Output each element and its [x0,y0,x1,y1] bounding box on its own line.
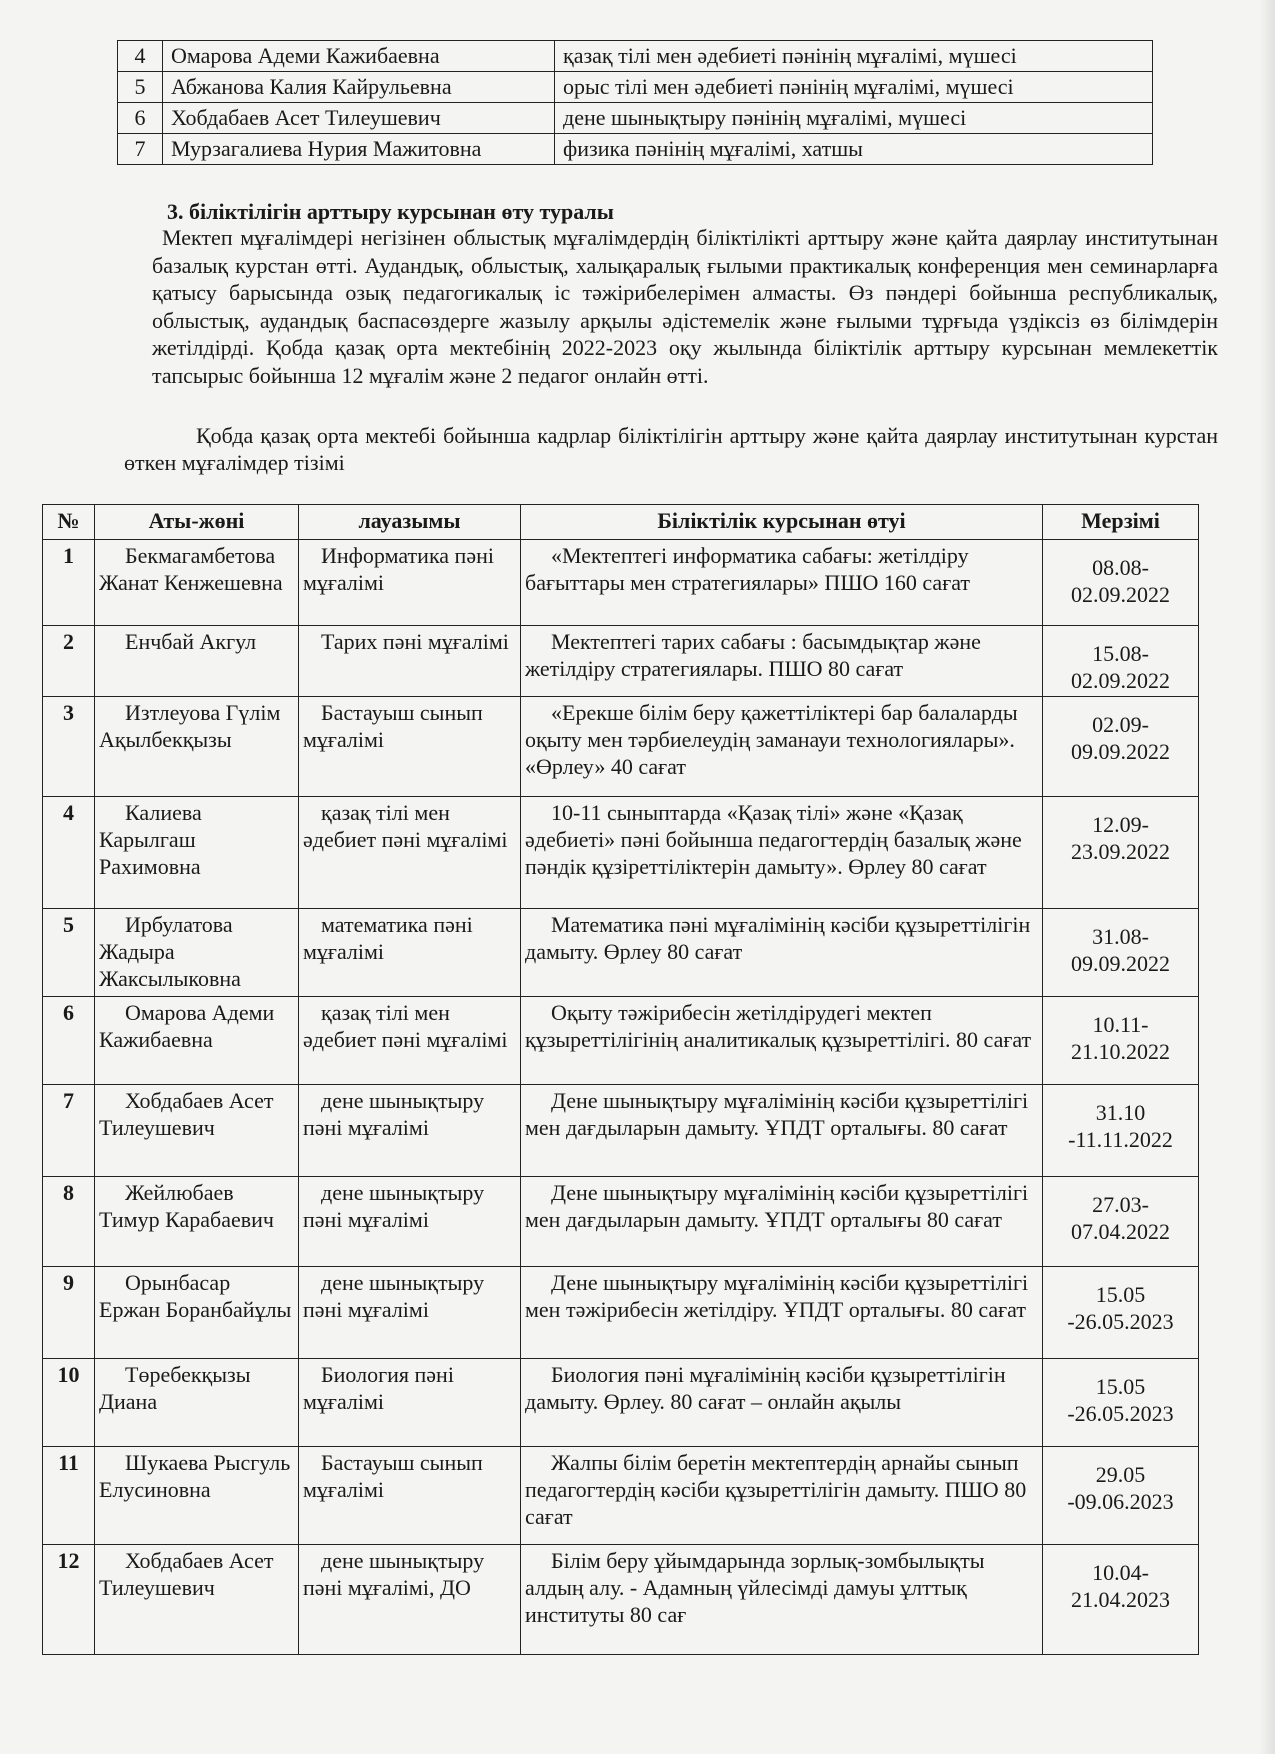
teacher-position: қазақ тілі мен әдебиет пәні мұғалімі [299,997,521,1085]
list-intro-text: Қобда қазақ орта мектебі бойынша кадрлар біліктілігін арттыру және қайта даярлау институтынан курстан өткен мұғалімдер тізімі [124,423,1218,475]
row-number: 5 [43,909,95,997]
row-number: 4 [43,797,95,909]
section-paragraph [152,224,1218,389]
scan-edge-shadow [1259,0,1275,1754]
row-number: 11 [43,1447,95,1545]
table-row [43,1085,1199,1177]
row-number: 5 [118,72,163,103]
course-title: Мектептегі тарих сабағы : басымдықтар және жетілдіру стратегиялары. ПШО 80 сағат [521,626,1043,697]
course-dates: 10.11-21.10.2022 [1043,997,1199,1085]
row-number: 2 [43,626,95,697]
section-heading: 3. біліктілігін арттыру курсынан өту туралы [167,199,614,224]
teacher-position: Бастауыш сынып мұғалімі [299,697,521,797]
courses-table [42,504,1199,1655]
table-header-row [43,505,1199,540]
teacher-name: Орынбасар Ержан Боранбайұлы [95,1267,299,1359]
teacher-name: Хобдабаев Асет Тилеушевич [95,1085,299,1177]
course-dates: 02.09-09.09.2022 [1043,697,1199,797]
teacher-name: Хобдабаев Асет Тилеушевич [95,1545,299,1655]
course-title: Білім беру ұйымдарында зорлық-зомбылықты алдың алу. - Адамның үйлесімді дамуы ұлттық институты 80 сағ [521,1545,1043,1655]
course-title: «Ерекше білім беру қажеттіліктері бар балаларды оқыту мен тәрбиелеудің заманауи технологиялары». «Өрлеу» 40 сағат [521,697,1043,797]
course-dates: 31.10 -11.11.2022 [1043,1085,1199,1177]
member-name: Хобдабаев Асет Тилеушевич [163,103,555,134]
row-number: 3 [43,697,95,797]
teacher-position: Бастауыш сынып мұғалімі [299,1447,521,1545]
course-dates: 15.05 -26.05.2023 [1043,1267,1199,1359]
teacher-name: Бекмагамбетова Жанат Кенжешевна [95,540,299,626]
row-number: 6 [118,103,163,134]
teacher-position: математика пәні мұғалімі [299,909,521,997]
member-role: дене шынықтыру пәнінің мұғалімі, мүшесі [555,103,1153,134]
table-row [43,997,1199,1085]
row-number: 6 [43,997,95,1085]
teacher-position: дене шынықтыру пәні мұғалімі [299,1177,521,1267]
teacher-position: дене шынықтыру пәні мұғалімі [299,1267,521,1359]
list-intro [124,422,1218,476]
table-row [118,134,1153,165]
course-dates: 31.08-09.09.2022 [1043,909,1199,997]
table-row [43,697,1199,797]
course-dates: 10.04-21.04.2023 [1043,1545,1199,1655]
course-dates: 15.08-02.09.2022 [1043,626,1199,697]
teacher-position: Биология пәні мұғалімі [299,1359,521,1447]
table-row [43,1267,1199,1359]
row-number: 7 [118,134,163,165]
row-number: 8 [43,1177,95,1267]
member-name: Абжанова Калия Кайрульевна [163,72,555,103]
course-title: Дене шынықтыру мұғалімінің кәсіби құзыреттілігі мен тәжірибесін жетілдіру. ҰПДТ орталығы. 80 сағат [521,1267,1043,1359]
course-title: Биология пәні мұғалімінің кәсіби құзыреттілігін дамыту. Өрлеу. 80 сағат – онлайн ақылы [521,1359,1043,1447]
member-name: Мурзагалиева Нурия Мажитовна [163,134,555,165]
row-number: 1 [43,540,95,626]
table-row [43,1177,1199,1267]
teacher-name: Калиева Карылгаш Рахимовна [95,797,299,909]
teacher-name: Төребекқызы Диана [95,1359,299,1447]
table-row [43,797,1199,909]
col-header-position: лауазымы [299,505,521,540]
teacher-name: Жейлюбаев Тимур Карабаевич [95,1177,299,1267]
table-row [43,1447,1199,1545]
member-name: Омарова Адеми Кажибаевна [163,41,555,72]
course-dates: 29.05 -09.06.2023 [1043,1447,1199,1545]
table-row [43,1359,1199,1447]
teacher-position: Информатика пәні мұғалімі [299,540,521,626]
teacher-position: дене шынықтыру пәні мұғалімі, ДО [299,1545,521,1655]
course-title: Оқыту тәжірибесін жетілдірудегі мектеп құзыреттілігінің аналитикалық құзыреттілігі. 80 сағат [521,997,1043,1085]
course-title: Жалпы білім беретін мектептердің арнайы сынып педагогтердің кәсіби құзыреттілігін дамыту. ПШО 80 сағат [521,1447,1043,1545]
col-header-name: Аты-жөні [95,505,299,540]
course-dates: 08.08-02.09.2022 [1043,540,1199,626]
teacher-name: Изтлеуова Гүлім Ақылбекқызы [95,697,299,797]
member-role: қазақ тілі мен әдебиеті пәнінің мұғалімі, мүшесі [555,41,1153,72]
table-row [43,909,1199,997]
col-header-number: № [43,505,95,540]
table-row [118,41,1153,72]
teacher-position: дене шынықтыру пәні мұғалімі [299,1085,521,1177]
course-title: Дене шынықтыру мұғалімінің кәсіби құзыреттілігі мен дағдыларын дамыту. ҰПДТ орталығы 80 сағат [521,1177,1043,1267]
col-header-course: Біліктілік курсынан өтуі [521,505,1043,540]
course-title: Дене шынықтыру мұғалімінің кәсіби құзыреттілігі мен дағдыларын дамыту. ҰПДТ орталығы. 80 сағат [521,1085,1043,1177]
course-dates: 12.09-23.09.2022 [1043,797,1199,909]
table-row [118,72,1153,103]
table-row [43,626,1199,697]
table-row [43,1545,1199,1655]
table-row [118,103,1153,134]
teacher-name: Шукаева Рысгуль Елусиновна [95,1447,299,1545]
table-row [43,540,1199,626]
paragraph-text: Мектеп мұғалімдері негізінен облыстық мұғалімдердің біліктілікті арттыру және қайта даярлау институтынан базалық курстан өтті. Аудандық, облыстық, халықаралық ғылыми практикалық конференция мен семинарларға қатысу барысында озық педагогикалық іс тәжірибелерімен алмасты. Өз пәндері бойынша республикалық, облыстық, аудандық баспасөздерге жазылу арқылы әдістемелік және ғылыми тұрғыда үздіксіз өз білімдерін жетілдірді. Қобда қазақ орта мектебінің 2022-2023 оқу жылында біліктілік арттыру курсынан мемлекеттік тапсырыс бойынша 12 мұғалім және 2 педагог онлайн өтті. [152,225,1218,388]
row-number: 10 [43,1359,95,1447]
member-role: орыс тілі мен әдебиеті пәнінің мұғалімі, мүшесі [555,72,1153,103]
row-number: 12 [43,1545,95,1655]
course-title: «Мектептегі информатика сабағы: жетілдіру бағыттары мен стратегиялары» ПШО 160 сағат [521,540,1043,626]
teacher-name: Ирбулатова Жадыра Жаксылыковна [95,909,299,997]
row-number: 4 [118,41,163,72]
committee-table [117,40,1153,165]
teacher-position: қазақ тілі мен әдебиет пәні мұғалімі [299,797,521,909]
teacher-position: Тарих пәні мұғалімі [299,626,521,697]
row-number: 9 [43,1267,95,1359]
course-dates: 15.05 -26.05.2023 [1043,1359,1199,1447]
course-dates: 27.03-07.04.2022 [1043,1177,1199,1267]
teacher-name: Енчбай Акгул [95,626,299,697]
member-role: физика пәнінің мұғалімі, хатшы [555,134,1153,165]
col-header-date: Мерзімі [1043,505,1199,540]
teacher-name: Омарова Адеми Кажибаевна [95,997,299,1085]
course-title: Математика пәні мұғалімінің кәсіби құзыреттілігін дамыту. Өрлеу 80 сағат [521,909,1043,997]
row-number: 7 [43,1085,95,1177]
course-title: 10-11 сыныптарда «Қазақ тілі» және «Қазақ әдебиеті» пәні бойынша педагогтердің базалық және пәндік құзіреттіліктерін дамыту». Өрлеу 80 сағат [521,797,1043,909]
